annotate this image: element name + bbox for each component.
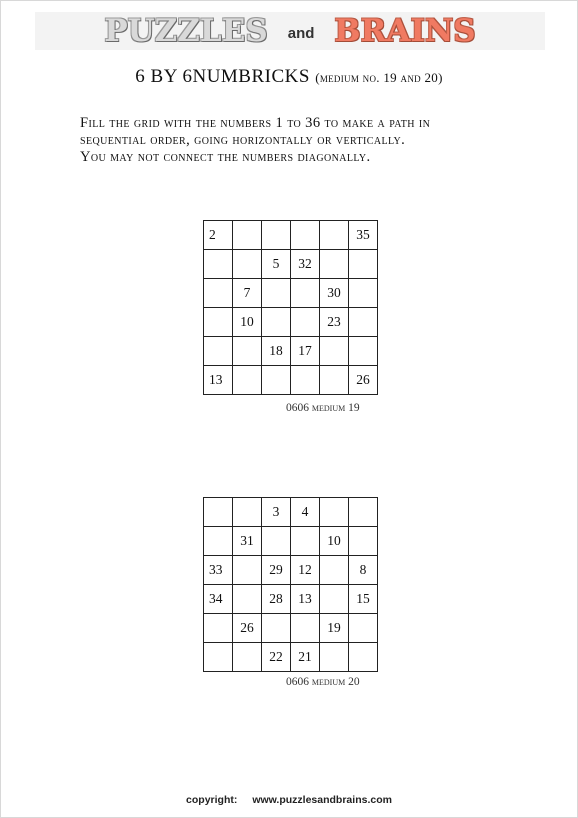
grid-cell[interactable]: 29 [262, 556, 291, 585]
grid-cell[interactable]: 10 [320, 527, 349, 556]
grid-cell[interactable] [349, 250, 378, 279]
grid-cell[interactable] [204, 279, 233, 308]
grid-cell[interactable]: 23 [320, 308, 349, 337]
grid-cell[interactable] [204, 250, 233, 279]
grid-cell[interactable] [349, 527, 378, 556]
grid-cell[interactable] [204, 643, 233, 672]
grid-cell[interactable] [320, 366, 349, 395]
grid-cell[interactable] [320, 585, 349, 614]
grid-cell[interactable]: 7 [233, 279, 262, 308]
grid-cell[interactable] [320, 498, 349, 527]
grid-cell[interactable]: 4 [291, 498, 320, 527]
puzzle-grid-19 [203, 220, 378, 395]
grid-cell[interactable]: 2 [204, 221, 233, 250]
grid-cell[interactable] [233, 498, 262, 527]
grid-cell[interactable]: 3 [262, 498, 291, 527]
grid-cell[interactable] [291, 221, 320, 250]
grid-cell[interactable] [320, 250, 349, 279]
grid-cell[interactable] [349, 279, 378, 308]
grid-row [204, 527, 378, 556]
page-title [0, 66, 578, 88]
grid-cell[interactable]: 30 [320, 279, 349, 308]
grid-row [204, 366, 378, 395]
grid-cell[interactable]: 13 [204, 366, 233, 395]
grid-row [204, 308, 378, 337]
grid-cell[interactable] [262, 614, 291, 643]
grid-cell[interactable] [291, 366, 320, 395]
grid-cell[interactable] [204, 527, 233, 556]
grid-row [204, 337, 378, 366]
copyright-footer [0, 794, 578, 806]
grid-cell[interactable] [320, 643, 349, 672]
instructions: Fill the grid with the numbers 1 to 36 to make a path in sequential order, going horizontally or vertically. You may not connect the numbers diagonally. [80, 115, 431, 165]
grid-cell[interactable] [320, 221, 349, 250]
grid-row [204, 643, 378, 672]
grid-cell[interactable] [262, 308, 291, 337]
grid-cell[interactable]: 31 [233, 527, 262, 556]
grid-cell[interactable] [233, 221, 262, 250]
grid-cell[interactable] [233, 556, 262, 585]
grid-cell[interactable]: 35 [349, 221, 378, 250]
grid-cell[interactable] [320, 337, 349, 366]
grid-cell[interactable] [349, 337, 378, 366]
grid-cell[interactable] [262, 366, 291, 395]
grid-cell[interactable] [291, 279, 320, 308]
grid-cell[interactable]: 21 [291, 643, 320, 672]
grid-row [204, 250, 378, 279]
copyright-url: www.puzzlesandbrains.com [252, 794, 392, 806]
grid-cell[interactable] [204, 498, 233, 527]
puzzle-label-19: 0606 medium 19 [286, 402, 360, 414]
grid-cell[interactable] [204, 614, 233, 643]
puzzle-grid-20 [203, 497, 378, 672]
grid-row [204, 614, 378, 643]
grid-cell[interactable]: 18 [262, 337, 291, 366]
grid-cell[interactable]: 5 [262, 250, 291, 279]
title-sub: (medium no. 19 and 20) [315, 70, 443, 85]
grid-cell[interactable] [291, 308, 320, 337]
grid-cell[interactable]: 8 [349, 556, 378, 585]
grid-cell[interactable]: 15 [349, 585, 378, 614]
grid-cell[interactable]: 17 [291, 337, 320, 366]
grid-cell[interactable]: 22 [262, 643, 291, 672]
grid-cell[interactable] [349, 498, 378, 527]
grid-cell[interactable] [291, 527, 320, 556]
grid-cell[interactable]: 32 [291, 250, 320, 279]
grid-cell[interactable] [233, 643, 262, 672]
grid-cell[interactable]: 33 [204, 556, 233, 585]
logo-and: and [287, 24, 315, 42]
grid-cell[interactable] [233, 337, 262, 366]
grid-row [204, 498, 378, 527]
grid-cell[interactable] [233, 366, 262, 395]
grid-cell[interactable] [262, 527, 291, 556]
grid-cell[interactable] [233, 250, 262, 279]
grid-cell[interactable]: 13 [291, 585, 320, 614]
header-banner [35, 12, 545, 50]
grid-row [204, 221, 378, 250]
grid-cell[interactable]: 26 [233, 614, 262, 643]
grid-cell[interactable]: 19 [320, 614, 349, 643]
grid-cell[interactable] [291, 614, 320, 643]
copyright-label: copyright: [186, 794, 238, 806]
grid-cell[interactable] [349, 643, 378, 672]
puzzle-label-20: 0606 medium 20 [286, 676, 360, 688]
grid-cell[interactable] [349, 308, 378, 337]
grid-cell[interactable] [204, 308, 233, 337]
title-main: 6 BY 6NUMBRICKS [135, 66, 310, 87]
grid-cell[interactable]: 12 [291, 556, 320, 585]
grid-cell[interactable]: 10 [233, 308, 262, 337]
grid-row [204, 279, 378, 308]
grid-cell[interactable] [320, 556, 349, 585]
grid-cell[interactable]: 34 [204, 585, 233, 614]
grid-cell[interactable]: 26 [349, 366, 378, 395]
logo-puzzles: PUZZLES [104, 13, 268, 49]
grid-cell[interactable] [233, 585, 262, 614]
grid-cell[interactable] [262, 221, 291, 250]
grid-row [204, 556, 378, 585]
grid-cell[interactable] [262, 279, 291, 308]
logo-brains: BRAINS [334, 13, 476, 49]
grid-row [204, 585, 378, 614]
grid-cell[interactable]: 28 [262, 585, 291, 614]
grid-cell[interactable] [204, 337, 233, 366]
grid-cell[interactable] [349, 614, 378, 643]
